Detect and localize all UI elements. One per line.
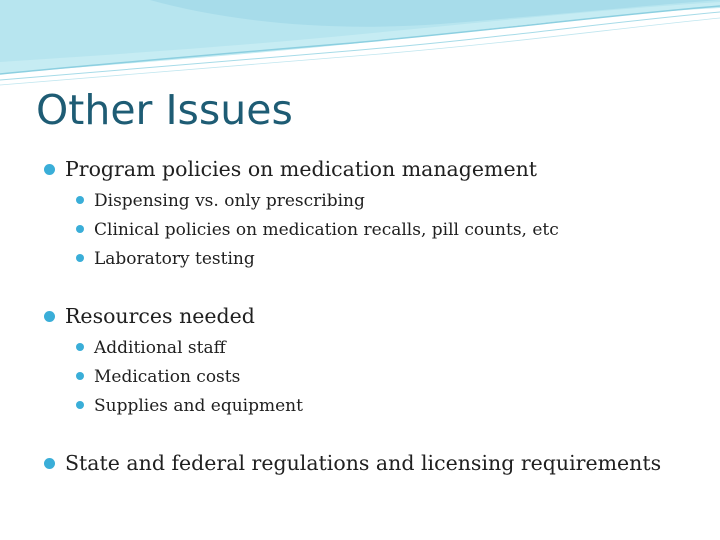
sub-bullet-text: Supplies and equipment	[94, 396, 303, 416]
header-wave-decoration	[0, 0, 720, 90]
sub-bullet-list	[44, 334, 704, 421]
sub-bullet-text: Dispensing vs. only prescribing	[94, 191, 365, 211]
sub-bullet-list	[44, 187, 704, 274]
sub-bullet-dot-icon	[76, 225, 84, 233]
sub-bullet-dot-icon	[76, 401, 84, 409]
sub-bullet-dot-icon	[76, 372, 84, 380]
bullet-item	[44, 449, 704, 477]
sub-bullet-text: Clinical policies on medication recalls, pill counts, etc	[94, 220, 559, 240]
sub-bullet-text: Laboratory testing	[94, 249, 255, 269]
sub-bullet-dot-icon	[76, 196, 84, 204]
sub-bullet-dot-icon	[76, 254, 84, 262]
bullet-text: Resources needed	[65, 304, 255, 328]
bullet-text: Program policies on medication management	[65, 157, 538, 181]
bullet-item	[44, 155, 704, 274]
slide-title: Other Issues	[36, 86, 293, 134]
bullet-text: State and federal regulations and licensing requirements	[65, 451, 662, 475]
bullet-dot-icon	[44, 164, 55, 175]
sub-bullet-item	[76, 245, 704, 274]
sub-bullet-item	[76, 187, 704, 216]
sub-bullet-item	[76, 334, 704, 363]
bullet-dot-icon	[44, 311, 55, 322]
bullet-list	[44, 155, 704, 477]
sub-bullet-item	[76, 216, 704, 245]
sub-bullet-dot-icon	[76, 343, 84, 351]
sub-bullet-text: Medication costs	[94, 367, 241, 387]
sub-bullet-text: Additional staff	[94, 338, 226, 358]
sub-bullet-item	[76, 392, 704, 421]
sub-bullet-item	[76, 363, 704, 392]
bullet-item	[44, 302, 704, 421]
bullet-dot-icon	[44, 458, 55, 469]
